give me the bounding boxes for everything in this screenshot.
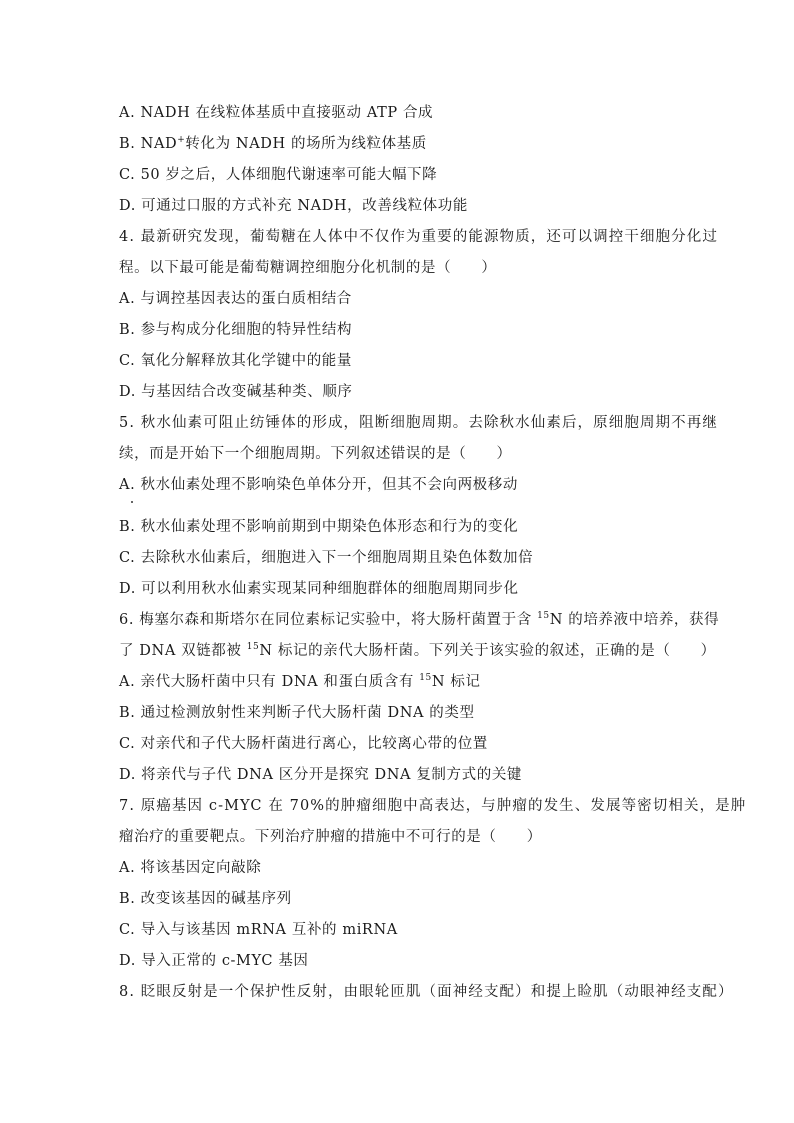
line-text: D. 可通过口服的方式补充 NADH，改善线粒体功能 bbox=[119, 198, 468, 214]
line-text: D. 导入正常的 c-MYC 基因 bbox=[119, 953, 309, 969]
line-text: A. 秋水仙素处理不影响染色单体分开，但其不会向两极移动 bbox=[119, 477, 518, 493]
line-text: D. 可以利用秋水仙素实现某同种细胞群体的细胞周期同步化 bbox=[119, 581, 519, 597]
line-text-post: 转化为 NADH 的场所为线粒体基质 bbox=[185, 136, 427, 152]
q7-option-d bbox=[119, 951, 679, 971]
q6-option-a bbox=[119, 672, 679, 692]
line-text: B. 参与构成分化细胞的特异性结构 bbox=[119, 322, 353, 338]
line-text: C. 去除秋水仙素后，细胞进入下一个细胞周期且染色体数加倍 bbox=[119, 550, 534, 566]
line-text: 续，而是开始下一个细胞周期。下列叙述错误的是（ ） bbox=[119, 446, 512, 462]
q6-option-b bbox=[119, 703, 679, 723]
q5-option-c bbox=[119, 548, 679, 568]
line-text: B. 改变该基因的碱基序列 bbox=[119, 891, 292, 907]
q3-option-a bbox=[119, 103, 679, 123]
q7-option-b bbox=[119, 889, 679, 909]
line-text: C. 50 岁之后，人体细胞代谢速率可能大幅下降 bbox=[119, 167, 438, 183]
line-text-post: N 标记 bbox=[431, 674, 481, 690]
line-text: 8. 眨眼反射是一个保护性反射，由眼轮匝肌（面神经支配）和提上睑肌（动眼神经支配） bbox=[119, 984, 734, 1000]
stray-dot-mark bbox=[131, 501, 133, 503]
q3-option-b bbox=[119, 134, 679, 154]
line-text: C. 氧化分解释放其化学键中的能量 bbox=[119, 353, 352, 369]
q7-stem-line-2 bbox=[119, 827, 679, 847]
q5-stem-line-2 bbox=[119, 444, 679, 464]
line-text: B. 秋水仙素处理不影响前期到中期染色体形态和行为的变化 bbox=[119, 519, 519, 535]
q8-stem-line-1 bbox=[119, 982, 734, 1002]
q4-stem-line-2 bbox=[119, 258, 679, 278]
line-text: 程。以下最可能是葡萄糖调控细胞分化机制的是（ ） bbox=[119, 260, 497, 276]
q4-option-d bbox=[119, 382, 679, 402]
q6-option-c bbox=[119, 734, 679, 754]
line-text: 7. 原癌基因 c-MYC 在 70%的肿瘤细胞中高表达，与肿瘤的发生、发展等密切相关，是肿 bbox=[119, 798, 747, 814]
line-text: 瘤治疗的重要靶点。下列治疗肿瘤的措施中不可行的是（ ） bbox=[119, 829, 542, 845]
q5-option-b bbox=[119, 517, 679, 537]
line-text-post: N 的培养液中培养，获得 bbox=[549, 612, 720, 628]
superscript: 15 bbox=[419, 673, 432, 683]
line-text: 4. 最新研究发现，葡萄糖在人体中不仅作为重要的能源物质，还可以调控干细胞分化过 bbox=[119, 229, 718, 245]
q4-option-b bbox=[119, 320, 679, 340]
q5-stem-line-1 bbox=[119, 413, 718, 433]
q3-option-d bbox=[119, 196, 679, 216]
q7-option-a bbox=[119, 858, 679, 878]
line-text: A. NADH 在线粒体基质中直接驱动 ATP 合成 bbox=[119, 105, 434, 121]
line-text: D. 将亲代与子代 DNA 区分开是探究 DNA 复制方式的关键 bbox=[119, 767, 523, 783]
line-text: B. 通过检测放射性来判断子代大肠杆菌 DNA 的类型 bbox=[119, 705, 475, 721]
q7-stem-line-1 bbox=[119, 796, 747, 816]
line-text-pre: 了 DNA 双链都被 bbox=[119, 643, 247, 659]
line-text: D. 与基因结合改变碱基种类、顺序 bbox=[119, 384, 353, 400]
q5-option-d bbox=[119, 579, 679, 599]
q5-option-a bbox=[119, 475, 679, 495]
line-text-pre: 6. 梅塞尔森和斯塔尔在同位素标记实验中，将大肠杆菌置于含 bbox=[119, 612, 538, 628]
q7-option-c bbox=[119, 920, 679, 940]
line-text-post: N 标记的亲代大肠杆菌。下列关于该实验的叙述，正确的是（ ） bbox=[259, 643, 716, 659]
line-text: A. 与调控基因表达的蛋白质相结合 bbox=[119, 291, 352, 307]
line-text-pre: B. NAD bbox=[119, 136, 178, 152]
q6-option-d bbox=[119, 765, 679, 785]
q3-option-c bbox=[119, 165, 679, 185]
line-text: 5. 秋水仙素可阻止纺锤体的形成，阻断细胞周期。去除秋水仙素后，原细胞周期不再继 bbox=[119, 415, 718, 431]
q4-option-a bbox=[119, 289, 679, 309]
line-text: A. 将该基因定向敲除 bbox=[119, 860, 262, 876]
superscript: 15 bbox=[246, 642, 260, 652]
q4-option-c bbox=[119, 351, 679, 371]
q6-stem-line-1 bbox=[119, 610, 720, 630]
q6-stem-line-2 bbox=[119, 641, 716, 661]
q4-stem-line-1 bbox=[119, 227, 718, 247]
superscript: 15 bbox=[537, 611, 550, 621]
line-text: C. 对亲代和子代大肠杆菌进行离心，比较离心带的位置 bbox=[119, 736, 488, 752]
line-text-pre: A. 亲代大肠杆菌中只有 DNA 和蛋白质含有 bbox=[119, 674, 420, 690]
line-text: C. 导入与该基因 mRNA 互补的 miRNA bbox=[119, 922, 398, 938]
superscript: + bbox=[177, 135, 186, 145]
